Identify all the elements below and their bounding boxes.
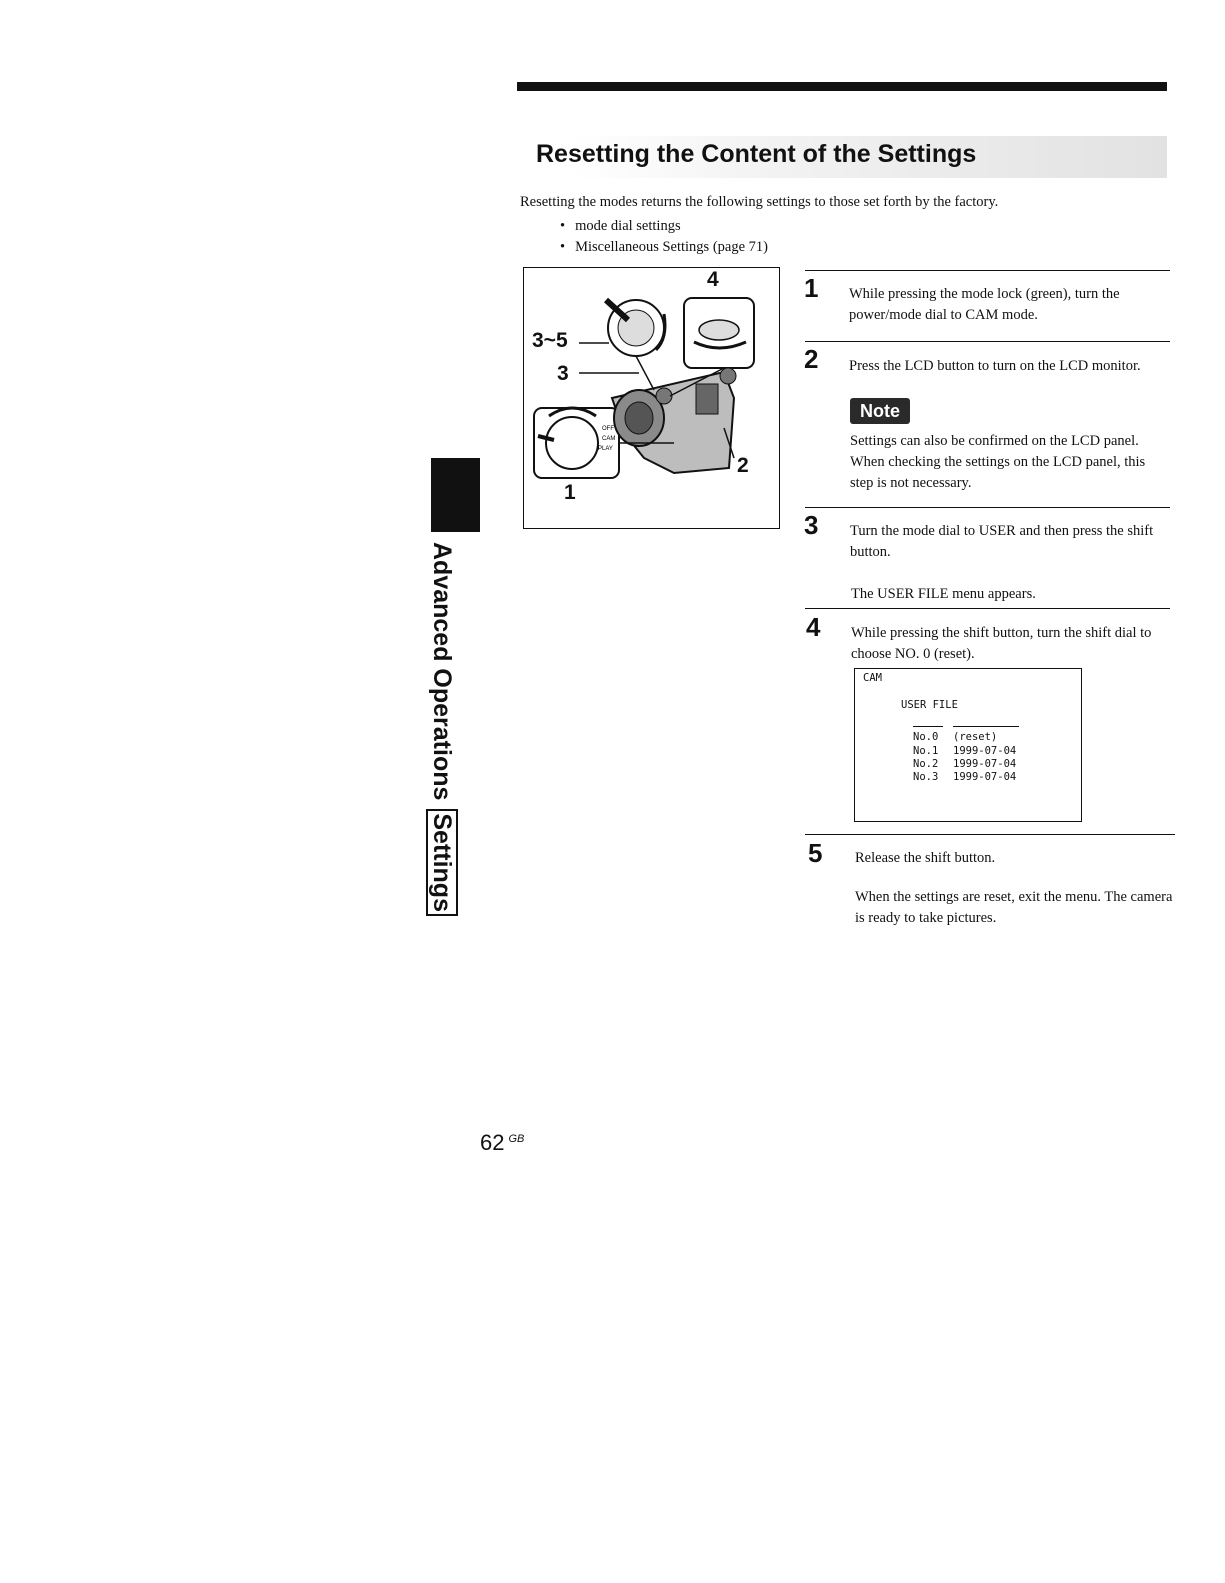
step-number: 1 xyxy=(804,273,819,303)
lcd-row-no: No.1 xyxy=(913,745,939,757)
step-result: When the settings are reset, exit the menu. The camera is ready to take pictures. xyxy=(855,889,1173,926)
page-number xyxy=(480,1130,524,1156)
step-rule xyxy=(805,608,1170,609)
top-rule xyxy=(517,82,1167,91)
lcd-mode: CAM xyxy=(863,672,882,684)
section-title-bar xyxy=(520,136,1167,178)
page-number-value: 62 xyxy=(480,1130,505,1155)
callout-2: 2 xyxy=(737,454,749,477)
step-text: While pressing the mode lock (green), turn the power/mode dial to CAM mode. xyxy=(849,286,1120,323)
step-number: 4 xyxy=(806,612,821,642)
lcd-rule xyxy=(953,726,1019,727)
step-rule xyxy=(805,270,1170,271)
step-text: Release the shift button. xyxy=(855,850,996,866)
page-number-suffix: GB xyxy=(508,1132,525,1145)
lcd-row-value: 1999-07-04 xyxy=(953,758,1017,770)
step-number: 2 xyxy=(804,344,819,374)
dial-label-play: PLAY xyxy=(598,446,613,452)
callout-3-5: 3~5 xyxy=(532,329,568,352)
bullet-item: • mode dial settings xyxy=(560,216,768,237)
bullet-item: • Miscellaneous Settings (page 71) xyxy=(560,237,768,258)
lcd-row-no: No.0 xyxy=(913,731,939,743)
intro-text: Resetting the modes returns the following settings to those set forth by the factory. xyxy=(520,194,999,210)
dial-label-off: OFF xyxy=(602,426,614,432)
side-tab-boxed: Settings xyxy=(426,809,458,916)
section-title: Resetting the Content of the Settings xyxy=(536,140,977,168)
step-result: The USER FILE menu appears. xyxy=(851,586,1036,602)
lcd-heading: USER FILE xyxy=(901,699,958,711)
lcd-row-value: 1999-07-04 xyxy=(953,771,1017,783)
bullet-list xyxy=(560,216,768,258)
step-number: 5 xyxy=(808,838,823,868)
step-number: 3 xyxy=(804,510,819,540)
callout-4: 4 xyxy=(707,268,719,291)
step-text: Press the LCD button to turn on the LCD monitor. xyxy=(849,358,1141,374)
step-rule xyxy=(805,834,1175,835)
lcd-row-no: No.2 xyxy=(913,758,939,770)
note-text: Settings can also be confirmed on the LCD panel. When checking the settings on the LCD panel, this step is not necessary. xyxy=(850,433,1146,491)
lcd-row-value: 1999-07-04 xyxy=(953,745,1017,757)
step-text: While pressing the shift button, turn the shift dial to choose NO. 0 (reset). xyxy=(851,625,1152,662)
lcd-row-value: (reset) xyxy=(953,731,998,743)
callout-3: 3 xyxy=(557,362,569,385)
note-badge: Note xyxy=(850,398,910,424)
step-rule xyxy=(805,341,1170,342)
lcd-row-no: No.3 xyxy=(913,771,939,783)
dial-label-cam: CAM xyxy=(602,436,616,442)
step-text: Turn the mode dial to USER and then press the shift button. xyxy=(850,523,1154,560)
side-tab-text: Advanced Operations xyxy=(428,542,456,801)
camera-illustration xyxy=(523,267,780,529)
side-tab-block xyxy=(431,458,480,532)
camera-drawing xyxy=(524,268,779,528)
lcd-screen xyxy=(854,668,1082,822)
side-tab-label xyxy=(427,542,456,916)
callout-1: 1 xyxy=(564,481,576,504)
step-rule xyxy=(805,507,1170,508)
lcd-rule xyxy=(913,726,943,727)
